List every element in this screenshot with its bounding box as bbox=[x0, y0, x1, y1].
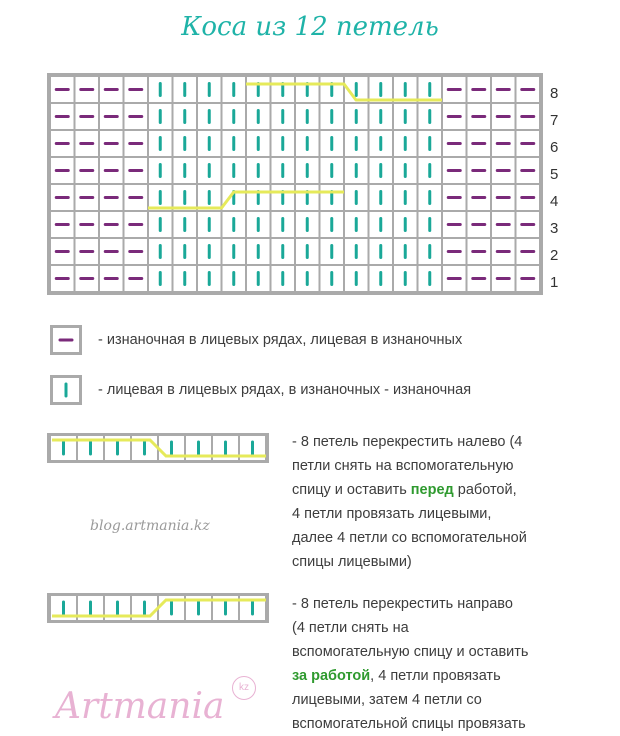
legend-knit-text: - лицевая в лицевых рядах, в изнаночных - изнаночная bbox=[98, 382, 472, 398]
row-number-2: 2 bbox=[550, 247, 559, 264]
cross-left-line-3 bbox=[292, 478, 527, 502]
page-title: Коса из 12 петель bbox=[181, 12, 439, 42]
row-number-7: 7 bbox=[550, 112, 559, 129]
cross-right-line-5: лицевыми, затем 4 петли со bbox=[292, 692, 482, 708]
legend-purl-text: - изнаночная в лицевых рядах, лицевая в изнаночных bbox=[98, 332, 463, 348]
cross-right-line-1: - 8 петель перекрестить направо bbox=[292, 596, 513, 612]
row-number-3: 3 bbox=[550, 220, 559, 237]
watermark-text: blog.artmania.kz bbox=[90, 518, 210, 534]
cross-right-line-2: (4 петли снять на bbox=[292, 620, 409, 636]
cross-right-post: , 4 петли провязать bbox=[370, 668, 501, 684]
artmania-logo: Artmania bbox=[55, 686, 225, 727]
row-number-1: 1 bbox=[550, 274, 559, 291]
logo-badge: kz bbox=[232, 676, 256, 700]
cross-right-line-3: вспомогательную спицу и оставить bbox=[292, 644, 529, 660]
cross-right-line-4 bbox=[292, 664, 528, 688]
cross-left-line-2: петли снять на вспомогательную bbox=[292, 458, 514, 474]
cross-left-line-6: спицы лицевыми) bbox=[292, 554, 412, 570]
cross-left-post: работой, bbox=[453, 482, 517, 498]
row-number-5: 5 bbox=[550, 166, 559, 183]
cross-left-highlight: перед bbox=[410, 482, 454, 498]
row-number-4: 4 bbox=[550, 193, 559, 210]
cross-left-line-4: 4 петли провязать лицевыми, bbox=[292, 506, 492, 522]
legend-cross-right-text bbox=[292, 592, 528, 736]
cross-right-highlight: за работой bbox=[292, 668, 371, 684]
row-number-8: 8 bbox=[550, 85, 559, 102]
legend-cross-left-text bbox=[292, 430, 527, 574]
row-number-6: 6 bbox=[550, 139, 559, 156]
cross-right-line-6: вспомогательной спицы провязать bbox=[292, 716, 526, 732]
cross-left-line-1: - 8 петель перекрестить налево (4 bbox=[292, 434, 523, 450]
cross-left-line-5: далее 4 петли со вспомогательной bbox=[292, 530, 527, 546]
cross-left-pre: спицу и оставить bbox=[292, 482, 411, 498]
